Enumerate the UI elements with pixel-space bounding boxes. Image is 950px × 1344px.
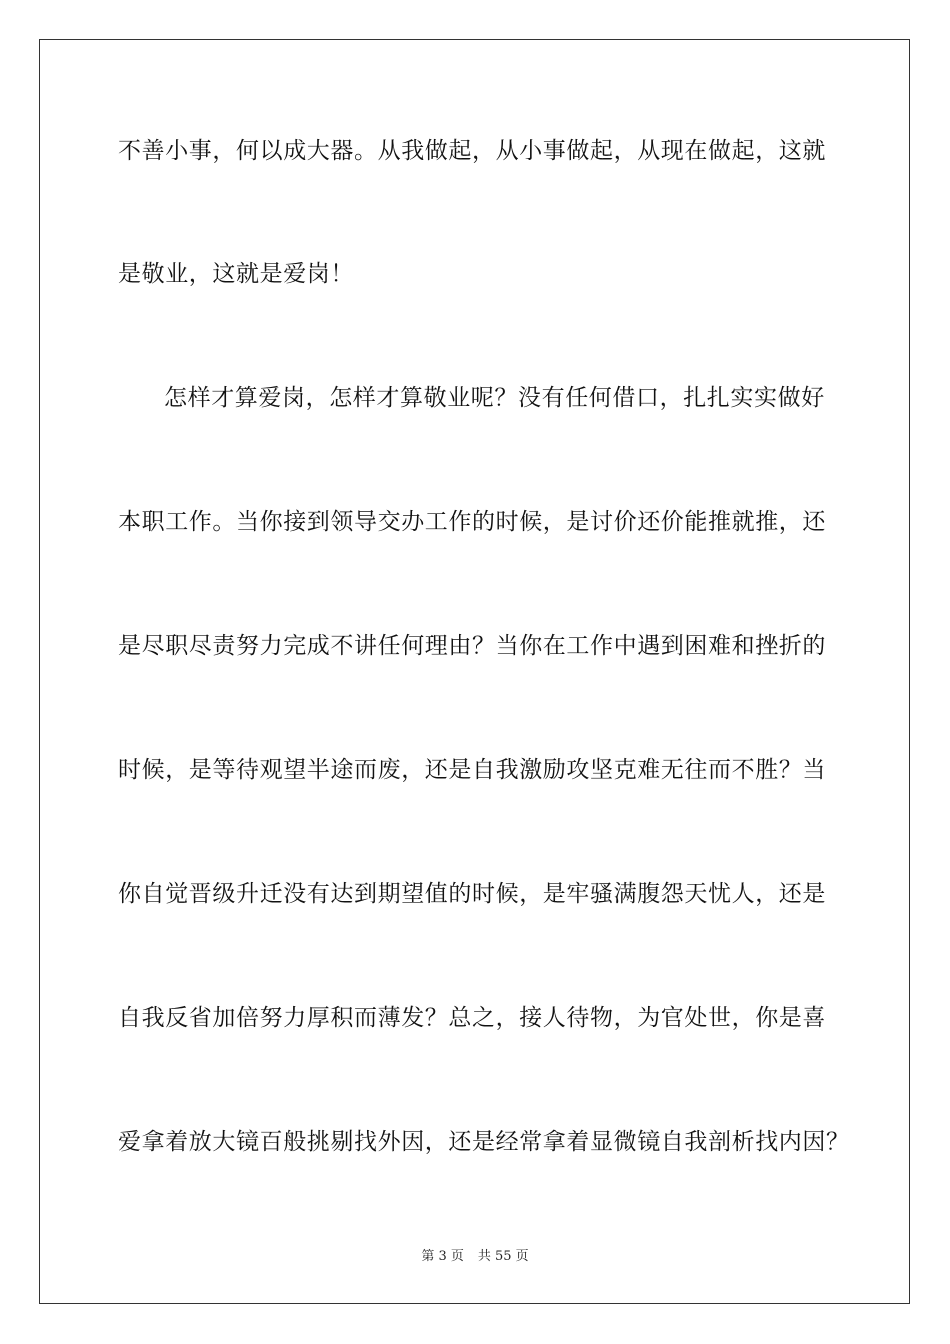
- paragraph-line: 是尽职尽责努力完成不讲任何理由？当你在工作中遇到困难和挫折的: [118, 633, 826, 659]
- page-border: [39, 39, 910, 1304]
- paragraph-line: 你自觉晋级升迁没有达到期望值的时候，是牢骚满腹怨天忧人，还是: [118, 881, 826, 907]
- page-footer: [0, 1248, 950, 1266]
- paragraph-line: 不善小事，何以成大器。从我做起，从小事做起，从现在做起，这就: [118, 138, 826, 164]
- paragraph-line: 本职工作。当你接到领导交办工作的时候，是讨价还价能推就推，还: [118, 509, 826, 535]
- paragraph-line: 怎样才算爱岗，怎样才算敬业呢？没有任何借口，扎扎实实做好: [164, 385, 825, 411]
- paragraph-line: 爱拿着放大镜百般挑剔找外因，还是经常拿着显微镜自我剖析找内因？: [118, 1129, 850, 1155]
- paragraph-line: 时候，是等待观望半途而废，还是自我激励攻坚克难无往而不胜？当: [118, 757, 826, 783]
- page-total: 共 55 页: [477, 1249, 529, 1264]
- paragraph-line: 是敬业，这就是爱岗！: [118, 261, 354, 287]
- paragraph-line: 自我反省加倍努力厚积而薄发？总之，接人待物，为官处世，你是喜: [118, 1005, 826, 1031]
- page-number: 第 3 页: [421, 1249, 464, 1264]
